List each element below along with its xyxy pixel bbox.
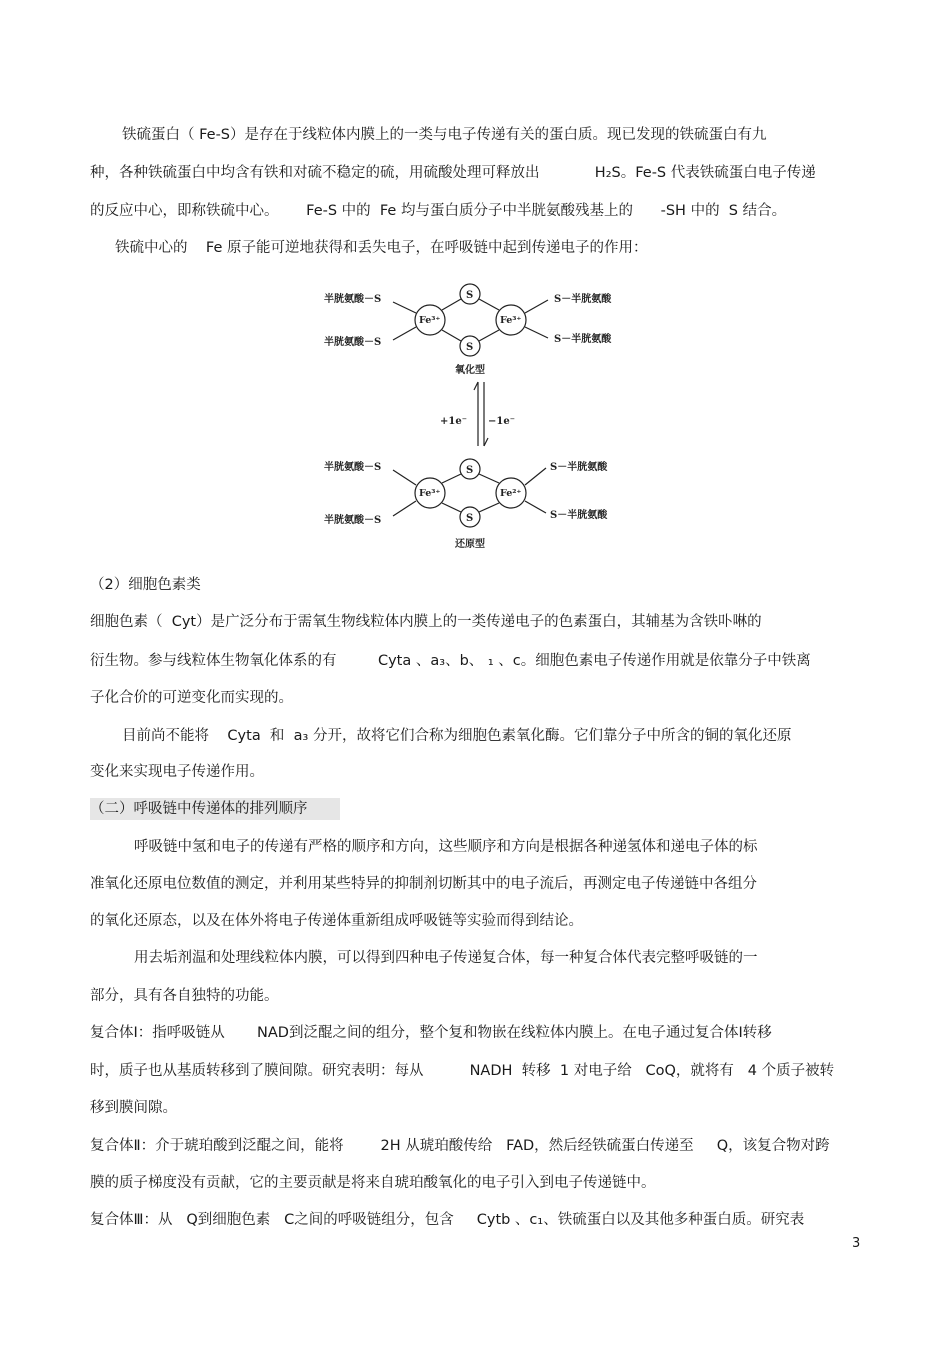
text-line: 膜的质子梯度没有贡献，它的主要贡献是将来自琥珀酸氧化的电子引入到电子传递链中。 <box>90 1175 656 1191</box>
text-line: 复合体Ⅱ：介于琥珀酸到泛醌之间，能将 2H 从琥珀酸传给 FAD，然后经铁硫蛋白传递至 Q，该复合物对跨 <box>90 1138 830 1154</box>
text-line: 时，质子也从基质转移到了膜间隙。研究表明：每从 NADH 转移 1 对电子给 CoQ，就将有 4 个质子被转 <box>90 1063 835 1079</box>
reduced-label: 还原型 <box>455 539 485 550</box>
page-number: 3 <box>852 1236 861 1251</box>
text-line: 复合体Ⅰ：指呼吸链从 NAD到泛醌之间的组分，整个复和物嵌在线粒体内膜上。在电子通过复合体Ⅰ转移 <box>90 1025 772 1041</box>
section-heading: （2）细胞色素类 <box>90 577 201 593</box>
text-line: 细胞色素（ Cyt）是广泛分布于需氧生物线粒体内膜上的一类传递电子的色素蛋白，其辅基为含铁卟啉的 <box>90 614 762 630</box>
text-line: 铁硫蛋白（ Fe-S）是存在于线粒体内膜上的一类与电子传递有关的蛋白质。现已发现的铁硫蛋白有九 <box>122 127 767 143</box>
svg-text:S－半胱氨酸: S－半胱氨酸 <box>550 510 608 521</box>
text-line: 用去垢剂温和处理线粒体内膜，可以得到四种电子传递复合体，每一种复合体代表完整呼吸链的一 <box>134 950 758 966</box>
text-line: 子化合价的可逆变化而实现的。 <box>90 690 293 706</box>
svg-text:Fe³⁺: Fe³⁺ <box>419 488 441 499</box>
text-line: 准氧化还原电位数值的测定，并利用某些特异的抑制剂切断其中的电子流后，再测定电子传递链中各组分 <box>90 876 757 892</box>
text-line: 衍生物。参与线粒体生物氧化体系的有 Cyta 、a₃、b、 ₁ 、c。细胞色素电子传递作用就是依靠分子中铁离 <box>90 653 811 669</box>
svg-text:半胱氨酸－S: 半胱氨酸－S <box>324 294 382 305</box>
svg-text:Fe³⁺: Fe³⁺ <box>500 315 522 326</box>
svg-text:半胱氨酸－S: 半胱氨酸－S <box>324 515 382 526</box>
text-line: 的反应中心，即称铁硫中心。 Fe-S 中的 Fe 均与蛋白质分子中半胱氨酸残基上的 -SH 中的 S 结合。 <box>90 203 787 219</box>
svg-text:S: S <box>466 465 474 476</box>
svg-text:−1e⁻: −1e⁻ <box>488 416 515 427</box>
svg-text:S－半胱氨酸: S－半胱氨酸 <box>550 462 608 473</box>
svg-text:S: S <box>466 290 474 301</box>
svg-text:半胱氨酸－S: 半胱氨酸－S <box>324 462 382 473</box>
text-line: 种，各种铁硫蛋白中均含有铁和对硫不稳定的硫，用硫酸处理可释放出 H₂S。Fe-S 代表铁硫蛋白电子传递 <box>90 165 816 181</box>
text-line: 变化来实现电子传递作用。 <box>90 764 264 780</box>
svg-text:S: S <box>466 513 474 524</box>
fe-s-diagram <box>318 282 638 554</box>
text-line: 铁硫中心的 Fe 原子能可逆地获得和丢失电子，在呼吸链中起到传递电子的作用： <box>115 240 648 256</box>
svg-text:S－半胱氨酸: S－半胱氨酸 <box>554 294 612 305</box>
svg-text:Fe²⁺: Fe²⁺ <box>500 488 522 499</box>
text-line: 移到膜间隙。 <box>90 1100 177 1116</box>
svg-text:Fe³⁺: Fe³⁺ <box>419 315 441 326</box>
svg-text:S－半胱氨酸: S－半胱氨酸 <box>554 334 612 345</box>
section-heading: （二）呼吸链中传递体的排列顺序 <box>90 801 308 817</box>
svg-text:+1e⁻: +1e⁻ <box>440 416 467 427</box>
text-line: 部分，具有各自独特的功能。 <box>90 988 279 1004</box>
text-line: 的氧化还原态，以及在体外将电子传递体重新组成呼吸链等实验而得到结论。 <box>90 913 583 929</box>
oxidized-label: 氧化型 <box>455 365 485 376</box>
svg-text:S: S <box>466 342 474 353</box>
svg-text:半胱氨酸－S: 半胱氨酸－S <box>324 337 382 348</box>
text-line: 呼吸链中氢和电子的传递有严格的顺序和方向，这些顺序和方向是根据各种递氢体和递电子体的标 <box>134 839 758 855</box>
text-line: 目前尚不能将 Cyta 和 a₃ 分开，故将它们合称为细胞色素氧化酶。它们靠分子中所含的铜的氧化还原 <box>122 728 792 744</box>
text-line: 复合体Ⅲ：从 Q到细胞色素 C之间的呼吸链组分，包含 Cytb 、c₁、铁硫蛋白以及其他多种蛋白质。研究表 <box>90 1212 805 1228</box>
